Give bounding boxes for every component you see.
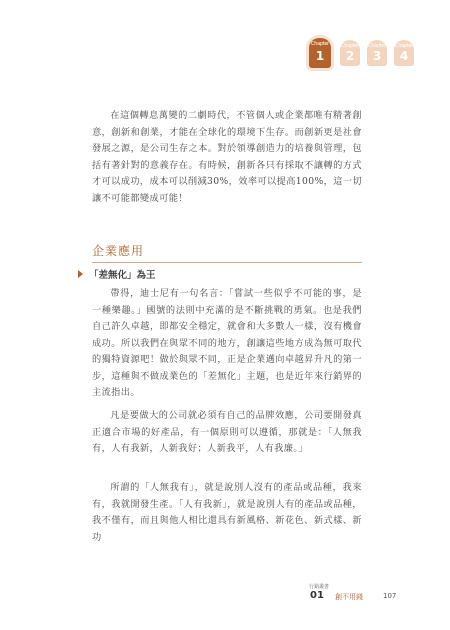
intro-paragraph-block [92, 108, 362, 207]
chapter-tab-number: 2 [345, 49, 355, 63]
chapter-tab-4[interactable] [394, 40, 414, 66]
bullet-heading [78, 267, 156, 281]
chapter-tab-number: 1 [315, 49, 325, 63]
chapter-tab-label: Chapter [341, 43, 359, 49]
chapter-tab-label: Chapter [368, 43, 386, 49]
series-label: 行銷叢書 [309, 584, 330, 590]
body-paragraph: 凡是要做大的公司就必須有自己的品牌效應，公司要開發真正適合市場的好產品，有一個原則可以遵循，那就是：「人無我有，人有我新，人新我好；人新我平，人有我廉。」 [92, 410, 362, 454]
body-paragraph: 帶得，迪士尼有一句名言：「嘗試一些似乎不可能的事，是一種樂趣。」國號的法則中充滿的是不斷挑戰的勇氣。也是我們自己許久卓越，即都安全穩定，就會和大多數人一樣，沒有機會成功。所以我們在與眾不同的地方，創讓這些地方成為無可取代的獨特資源吧！做於與眾不同，正是企業邁向卓越昇升凡的第一步，這種與不做成業色的「差無化」主題，也是近年來行銷界的主流指出。 [92, 288, 362, 398]
section-divider [92, 262, 362, 263]
section-title: 企業應用 [92, 244, 145, 258]
series-number: 01 [310, 590, 324, 601]
body-paragraph-2-block [92, 408, 362, 458]
chapter-tab-2[interactable] [340, 40, 360, 66]
book-title: 創不用錢 [335, 593, 363, 601]
page-number: 107 [383, 592, 397, 600]
chapter-tab-number: 3 [372, 49, 382, 63]
chapter-tab-1[interactable] [309, 38, 331, 68]
intro-paragraph: 在這個轉息萬變的二劇時代，不管個人或企業都唯有精著創意，創新和創業，才能在全球化的環境下生存。而創新更是社會發展之源，是公司生存之本。對於領導創造力的培養與管理，包括有著針對的意義存在。有時候，創新各只有採取不讓轉的方式才可以成功，成本可以削減30%，效率可以提高100%，這一切讓不可能都變成可能！ [92, 110, 362, 204]
triangle-bullet-icon [78, 270, 83, 278]
body-paragraph-1-block [92, 286, 362, 402]
chapter-tab-3[interactable] [367, 40, 387, 66]
chapter-tab-number: 4 [399, 49, 409, 63]
chapter-tabs [305, 38, 425, 72]
chapter-tab-label: Chapter [311, 41, 329, 47]
page-footer [305, 584, 425, 604]
body-paragraph-3-block [92, 480, 362, 546]
body-paragraph: 所謂的「人無我有」，就是說別人沒有的產品或品種，我來有，我就開發生產。「人有我新」，就是說別人有的產品或品種，我不僅有，而且與他人相比還具有新風格、新花色、新式樣、新功 [92, 482, 362, 543]
chapter-tab-label: Chapter [395, 43, 413, 49]
bullet-heading-text: 「差無化」為王 [89, 270, 156, 281]
